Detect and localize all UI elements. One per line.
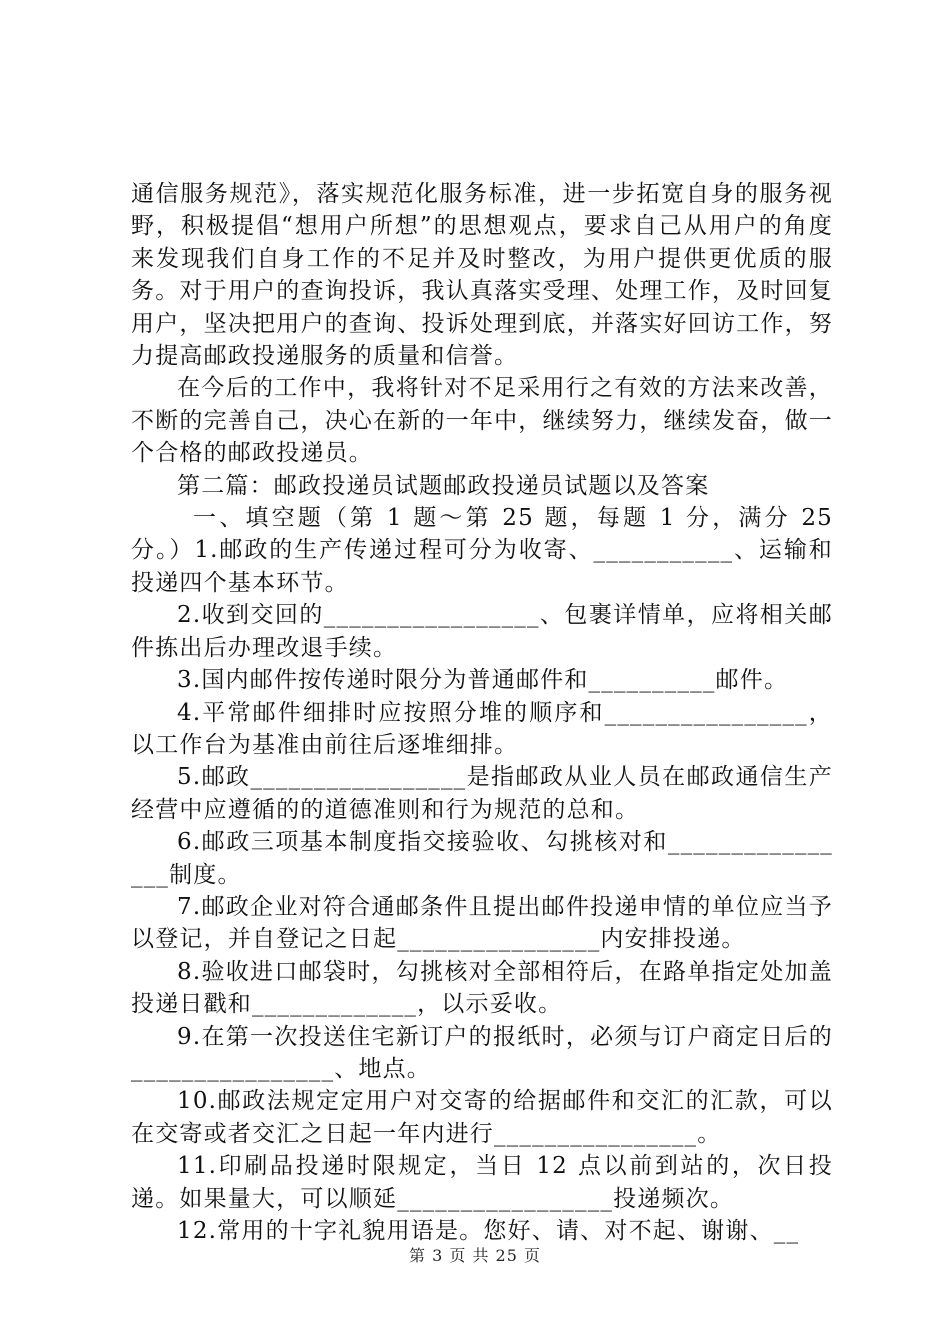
page-number-footer: 第 3 页 共 25 页 (409, 1246, 541, 1265)
section-heading: 第二篇：邮政投递员试题邮政投递员试题以及答案 (177, 472, 710, 499)
question-4: 4.平常邮件细排时应按照分堆的顺序和________________，以工作台为基准由前往后逐堆细排。 (131, 699, 833, 758)
question-11: 11.印刷品投递时限规定，当日 12 点以前到站的，次日投递。如果量大，可以顺延_________________投递频次。 (131, 1153, 833, 1212)
question-12: 12.常用的十字礼貌用语是。您好、请、对不起、谢谢、__ (177, 1218, 800, 1244)
question-1: 一、填空题（第 1 题～第 25 题，每题 1 分，满分 25 分。）1.邮政的生产传递过程可分为收寄、___________、运输和投递四个基本环节。 (131, 505, 833, 596)
paragraph-1: 通信服务规范》，落实规范化服务标准，进一步拓宽自身的服务视野，积极提倡“想用户所想”的思想观点，要求自己从用户的角度来发现我们自身工作的不足并及时整改，为用户提供更优质的服务。对于用户的查询投诉，我认真落实受理、处理工作，及时回复用户，坚决把用户的查询、投诉处理到底，并落实好回访工作，努力提高邮政投递服务的质量和信誉。 (131, 181, 833, 370)
question-8: 8.验收进口邮袋时，勾挑核对全部相符后，在路单指定处加盖投递日戳和_____________，以示妥收。 (131, 958, 833, 1018)
question-6: 6.邮政三项基本制度指交接验收、勾挑核对和________________制度。 (131, 829, 833, 888)
question-2: 2.收到交回的_________________、包裹详情单，应将相关邮件拣出后办理改退手续。 (131, 602, 833, 661)
question-7: 7.邮政企业对符合通邮条件且提出邮件投递申情的单位应当予以登记，并自登记之日起________________内安排投递。 (131, 893, 833, 953)
document-body (131, 178, 833, 1247)
question-3: 3.国内邮件按传递时限分为普通邮件和__________邮件。 (177, 667, 789, 694)
question-10: 10.邮政法规定定用户对交寄的给据邮件和交汇的汇款，可以在交寄或者交汇之日起一年内进行________________。 (131, 1088, 833, 1147)
question-9: 9.在第一次投送住宅新订户的报纸时，必须与订户商定日后的________________、地点。 (131, 1023, 833, 1082)
paragraph-2: 在今后的工作中，我将针对不足采用行之有效的方法来改善，不断的完善自己，决心在新的一年中，继续努力，继续发奋，做一个合格的邮政投递员。 (131, 375, 833, 467)
question-5: 5.邮政_________________是指邮政从业人员在邮政通信生产经营中应遵循的的道德准则和行为规范的总和。 (131, 764, 833, 823)
